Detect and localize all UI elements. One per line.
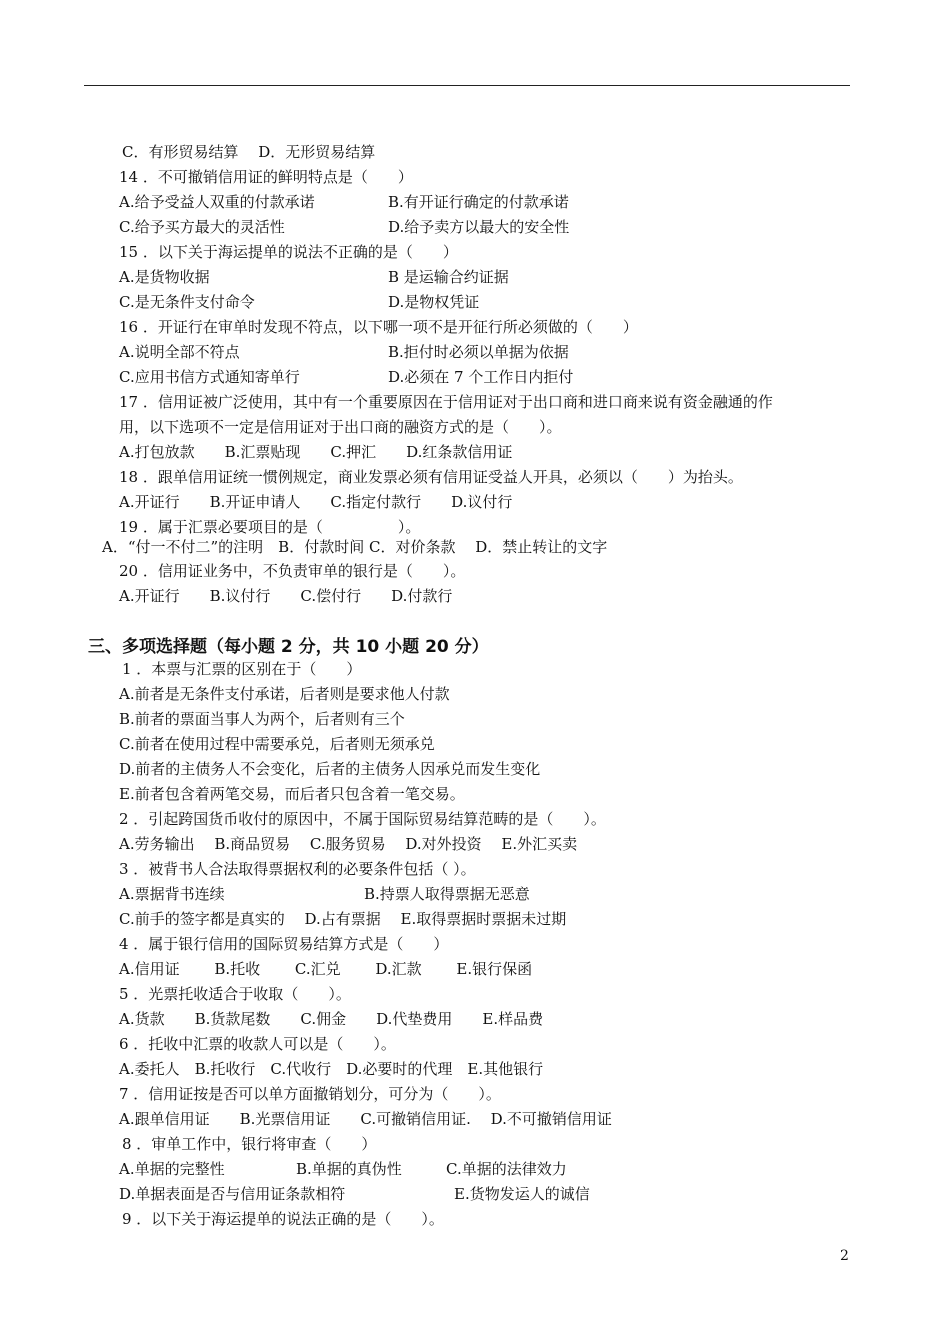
option-text: E.货物发运人的诚信: [454, 1185, 590, 1203]
question-line: 7 ．信用证按是否可以单方面撤销划分，可分为（ ）。: [119, 1085, 501, 1103]
question-line: B.前者的票面当事人为两个，后者则有三个: [119, 710, 405, 728]
question-line: 用，以下选项不一定是信用证对于出口商的融资方式的是（ ）。: [119, 418, 562, 436]
option-text: A.票据背书连续: [119, 885, 225, 903]
question-line: A.前者是无条件支付承诺，后者则是要求他人付款: [119, 685, 450, 703]
question-line: E.前者包含着两笔交易，而后者只包含着一笔交易。: [119, 785, 465, 803]
option-text: B 是运输合约证据: [388, 268, 509, 286]
option-text: D.是物权凭证: [388, 293, 480, 311]
question-line: 9 ．以下关于海运提单的说法正确的是（ ）。: [122, 1210, 444, 1228]
option-text: C.是无条件支付命令: [119, 293, 255, 311]
question-line: C.前手的签字都是真实的 D.占有票据 E.取得票据时票据未过期: [119, 910, 567, 928]
page-number: 2: [840, 1248, 849, 1264]
option-text: B.有开证行确定的付款承诺: [388, 193, 569, 211]
option-text: D.必须在 7 个工作日内拒付: [388, 368, 574, 386]
option-text: A.给予受益人双重的付款承诺: [119, 193, 315, 211]
question-line: C.前者在使用过程中需要承兑，后者则无须承兑: [119, 735, 435, 753]
option-text: B.持票人取得票据无恶意: [364, 885, 530, 903]
question-line: 14 ．不可撤销信用证的鲜明特点是（ ）: [119, 168, 413, 186]
question-line: A．“付一不付二”的注明 B．付款时间 C．对价条款 D．禁止转让的文字: [102, 538, 608, 556]
question-line: 19 ．属于汇票必要项目的是（ ）。: [119, 518, 421, 536]
option-text: C.单据的法律效力: [446, 1160, 567, 1178]
question-line: C．有形贸易结算 D．无形贸易结算: [122, 143, 376, 161]
header-rule: [84, 85, 850, 86]
option-text: A.单据的完整性: [119, 1160, 225, 1178]
question-line: 15 ．以下关于海运提单的说法不正确的是（ ）: [119, 243, 458, 261]
section-heading: 三、多项选择题（每小题 2 分，共 10 小题 20 分）: [88, 637, 489, 657]
option-text: A.说明全部不符点: [119, 343, 240, 361]
option-text: C.应用书信方式通知寄单行: [119, 368, 300, 386]
question-line: 4 ．属于银行信用的国际贸易结算方式是（ ）: [119, 935, 449, 953]
question-line: 2 ．引起跨国货币收付的原因中，不属于国际贸易结算范畴的是（ ）。: [119, 810, 606, 828]
question-line: 6 ．托收中汇票的收款人可以是（ ）。: [119, 1035, 396, 1053]
question-line: A.信用证 B.托收 C.汇兑 D.汇款 E.银行保函: [119, 960, 533, 978]
option-text: C.给予买方最大的灵活性: [119, 218, 285, 236]
question-line: 5 ．光票托收适合于收取（ ）。: [119, 985, 351, 1003]
option-text: A.是货物收据: [119, 268, 210, 286]
question-line: A.委托人 B.托收行 C.代收行 D.必要时的代理 E.其他银行: [119, 1060, 544, 1078]
question-line: A.跟单信用证 B.光票信用证 C.可撤销信用证. D.不可撤销信用证: [119, 1110, 612, 1128]
question-line: 16 ．开证行在审单时发现不符点，以下哪一项不是开征行所必须做的（ ）: [119, 318, 638, 336]
question-line: 3 ．被背书人合法取得票据权利的必要条件包括（ ）。: [119, 860, 476, 878]
question-line: 18 ．跟单信用证统一惯例规定，商业发票必须有信用证受益人开具，必须以（ ）为抬头。: [119, 468, 743, 486]
question-line: D.前者的主债务人不会变化，后者的主债务人因承兑而发生变化: [119, 760, 541, 778]
question-line: A.开证行 B.开证申请人 C.指定付款行 D.议付行: [119, 493, 513, 511]
question-line: 8 ．审单工作中，银行将审查（ ）: [122, 1135, 377, 1153]
option-text: D.单据表面是否与信用证条款相符: [119, 1185, 346, 1203]
question-line: A.开证行 B.议付行 C.偿付行 D.付款行: [119, 587, 453, 605]
question-line: A.打包放款 B.汇票贴现 C.押汇 D.红条款信用证: [119, 443, 513, 461]
question-line: A.货款 B.货款尾数 C.佣金 D.代垫费用 E.样品费: [119, 1010, 544, 1028]
option-text: B.单据的真伪性: [296, 1160, 402, 1178]
question-line: 1 ．本票与汇票的区别在于（ ）: [122, 660, 362, 678]
option-text: B.拒付时必须以单据为依据: [388, 343, 569, 361]
question-line: 20 ．信用证业务中，不负责审单的银行是（ ）。: [119, 562, 466, 580]
question-line: 17 ．信用证被广泛使用，其中有一个重要原因在于信用证对于出口商和进口商来说有资金融通的作: [119, 393, 773, 411]
option-text: D.给予卖方以最大的安全性: [388, 218, 570, 236]
question-line: A.劳务输出 B.商品贸易 C.服务贸易 D.对外投资 E.外汇买卖: [119, 835, 578, 853]
